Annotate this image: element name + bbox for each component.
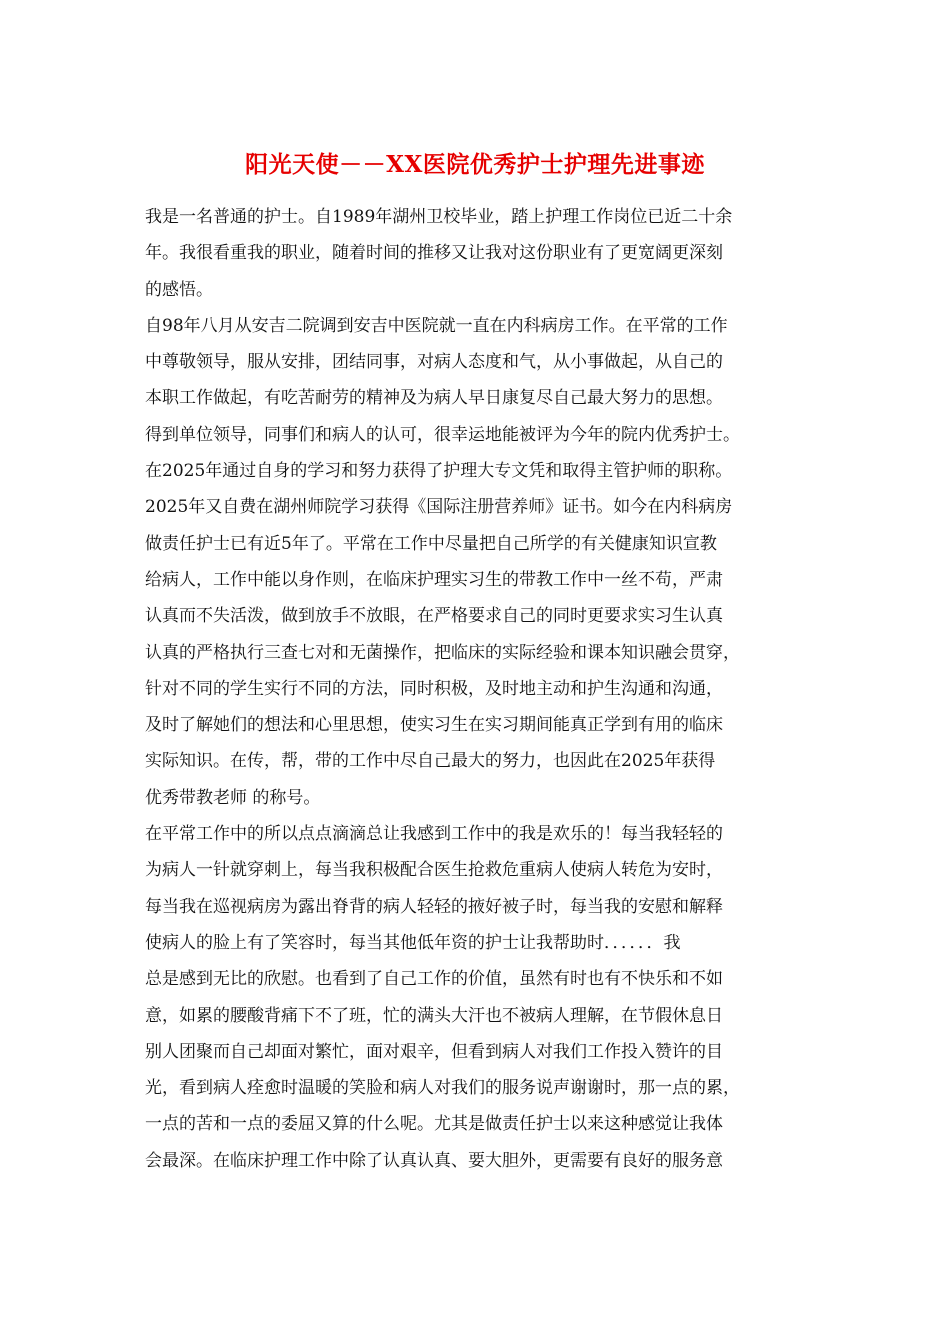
document-body (145, 199, 815, 1179)
text-line: 的感悟。 (145, 279, 213, 300)
text-line: 我是一名普通的护士。自1989年湖州卫校毕业，踏上护理工作岗位已近二十余 (145, 207, 733, 227)
text-line: 每当我在巡视病房为露出脊背的病人轻轻的掖好被子时，每当我的安慰和解释 (145, 896, 723, 917)
document-title: 阳光天使－－XX医院优秀护士护理先进事迹 (245, 151, 705, 178)
text-line: 得到单位领导，同事们和病人的认可，很幸运地能被评为今年的院内优秀护士。 (145, 424, 740, 445)
text-line: 为病人一针就穿刺上，每当我积极配合医生抢救危重病人使病人转危为安时， (145, 860, 723, 881)
text-line: 认真的严格执行三查七对和无菌操作，把临床的实际经验和课本知识融会贯穿， (145, 642, 740, 663)
text-line: 总是感到无比的欣慰。也看到了自己工作的价值，虽然有时也有不快乐和不如 (145, 969, 723, 990)
text-line: 实际知识。在传，帮，带的工作中尽自己最大的努力，也因此在2025年获得 (145, 751, 716, 772)
text-line: 做责任护士已有近5年了。平常在工作中尽量把自己所学的有关健康知识宣教 (145, 533, 717, 554)
text-line: 认真而不失活泼，做到放手不放眼，在严格要求自己的同时更要求实习生认真 (145, 606, 723, 627)
text-line: 一点的苦和一点的委屈又算的什么呢。尤其是做责任护士以来这种感觉让我体 (145, 1114, 723, 1135)
text-line: 及时了解她们的想法和心里思想，使实习生在实习期间能真正学到有用的临床 (145, 715, 723, 736)
text-line: 针对不同的学生实行不同的方法，同时积极，及时地主动和护生沟通和沟通， (145, 678, 723, 699)
text-line: 意，如累的腰酸背痛下不了班，忙的满头大汗也不被病人理解，在节假休息日 (145, 1005, 723, 1026)
text-line: 本职工作做起，有吃苦耐劳的精神及为病人早日康复尽自己最大努力的思想。 (145, 388, 723, 409)
text-line: 使病人的脸上有了笑容时，每当其他低年资的护士让我帮助时．．．．．．我 (145, 932, 681, 953)
text-line: 自98年八月从安吉二院调到安吉中医院就一直在内科病房工作。在平常的工作 (145, 315, 728, 336)
text-line: 2025年又自费在湖州师院学习获得《国际注册营养师》证书。如今在内科病房 (145, 497, 733, 518)
text-line: 在2025年通过自身的学习和努力获得了护理大专文凭和取得主管护师的职称。 (145, 461, 733, 482)
text-line: 给病人，工作中能以身作则，在临床护理实习生的带教工作中一丝不苟，严肃 (145, 569, 723, 590)
text-line: 优秀带教老师 的称号。 (145, 787, 321, 808)
text-line: 别人团聚而自己却面对繁忙，面对艰辛，但看到病人对我们工作投入赞许的目 (145, 1041, 723, 1062)
text-line: 中尊敬领导，服从安排，团结同事，对病人态度和气，从小事做起，从自己的 (145, 352, 723, 373)
text-line: 光，看到病人痊愈时温暖的笑脸和病人对我们的服务说声谢谢时，那一点的累， (145, 1078, 740, 1099)
text-line: 在平常工作中的所以点点滴滴总让我感到工作中的我是欢乐的！每当我轻轻的 (145, 824, 723, 845)
text-line: 年。我很看重我的职业，随着时间的推移又让我对这份职业有了更宽阔更深刻 (145, 243, 723, 264)
text-line: 会最深。在临床护理工作中除了认真认真、要大胆外，更需要有良好的服务意 (145, 1150, 723, 1171)
